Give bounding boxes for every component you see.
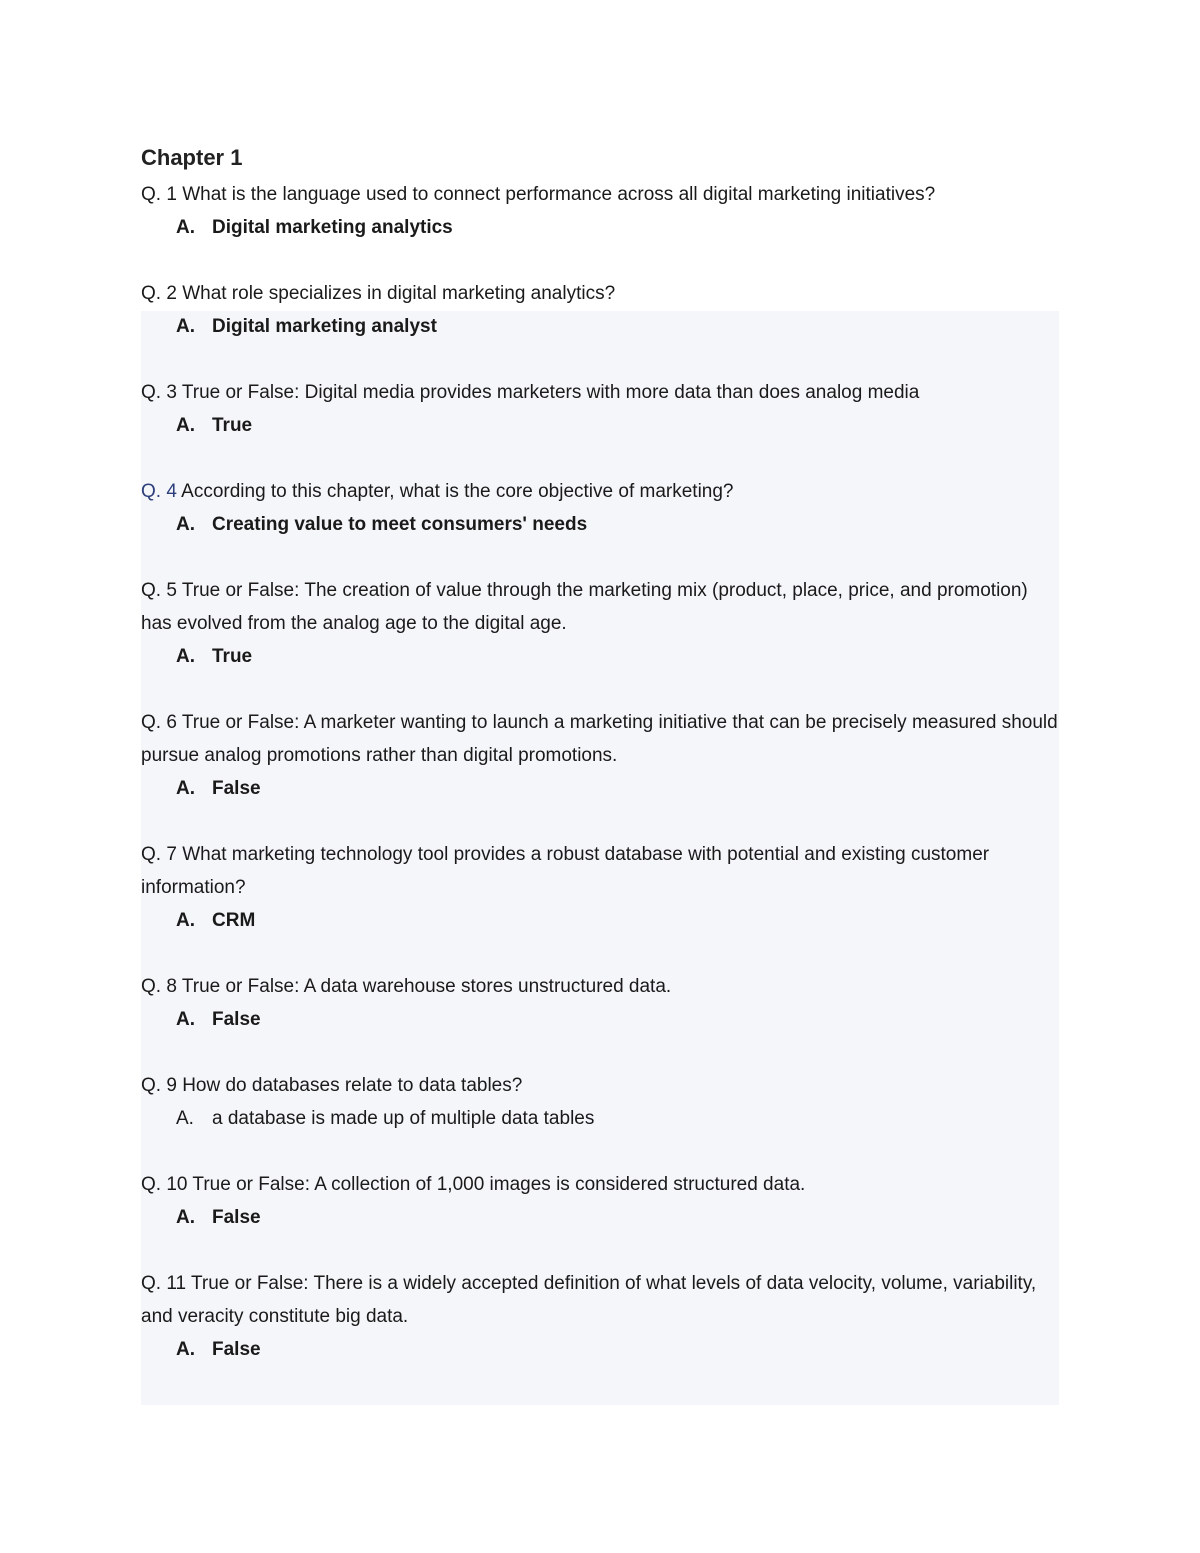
question-number: Q. 8 xyxy=(141,976,177,997)
qa-item-6 xyxy=(141,706,1059,838)
question-text: Q. 6 True or False: A marketer wanting to launch a marketing initiative that can be precisely measured should pursue analog promotions rather than digital promotions. xyxy=(141,712,1058,766)
question-number: Q. 11 xyxy=(141,1273,187,1294)
answer-label: A. xyxy=(176,1207,195,1228)
question-text: Q. 1 What is the language used to connect performance across all digital marketing initiatives? xyxy=(141,184,936,205)
answer-label: A. xyxy=(176,778,195,799)
question-text: Q. 8 True or False: A data warehouse stores unstructured data. xyxy=(141,976,672,997)
question-text: Q. 9 How do databases relate to data tables? xyxy=(141,1075,523,1096)
answer-text: A. False xyxy=(176,772,1059,805)
question-text: Q. 2 What role specializes in digital marketing analytics? xyxy=(141,283,616,304)
question-number: Q. 2 xyxy=(141,283,177,304)
answer-label: A. xyxy=(176,415,195,436)
qa-item-11 xyxy=(141,1267,1059,1366)
qa-item-10 xyxy=(141,1168,1059,1267)
answer-text: A. Creating value to meet consumers' needs xyxy=(176,508,1059,541)
question-text: Q. 3 True or False: Digital media provides marketers with more data than does analog media xyxy=(141,382,920,403)
question-number: Q. 9 xyxy=(141,1075,177,1096)
qa-item-8 xyxy=(141,970,1059,1069)
qa-item-2 xyxy=(141,277,1059,376)
answer-label: A. xyxy=(176,316,195,337)
answer-text: A. True xyxy=(176,640,1059,673)
answer-text: A. a database is made up of multiple data tables xyxy=(176,1102,1059,1135)
question-number: Q. 7 xyxy=(141,844,177,865)
question-text: Q. 11 True or False: There is a widely accepted definition of what levels of data velocity, volume, variability, and veracity constitute big data. xyxy=(141,1273,1037,1327)
answer-text: A. CRM xyxy=(176,904,1059,937)
qa-item-7 xyxy=(141,838,1059,970)
answer-label: A. xyxy=(176,646,195,667)
answer-text: A. True xyxy=(176,409,1059,442)
question-number: Q. 6 xyxy=(141,712,177,733)
answer-label: A. xyxy=(176,910,195,931)
qa-item-5 xyxy=(141,574,1059,706)
answer-text: A. Digital marketing analyst xyxy=(176,310,1059,343)
answer-text: A. False xyxy=(176,1333,1059,1366)
answer-label: A. xyxy=(176,514,195,535)
question-number: Q. 5 xyxy=(141,580,177,601)
question-number: Q. 1 xyxy=(141,184,177,205)
answer-label: A. xyxy=(176,217,195,238)
qa-item-9 xyxy=(141,1069,1059,1168)
qa-item-1 xyxy=(141,178,1059,277)
answer-text: A. Digital marketing analytics xyxy=(176,211,1059,244)
question-number: Q. 4 xyxy=(141,481,177,502)
question-number: Q. 10 xyxy=(141,1174,188,1195)
answer-label: A. xyxy=(176,1108,194,1129)
answer-text: A. False xyxy=(176,1201,1059,1234)
answer-text: A. False xyxy=(176,1003,1059,1036)
question-text: Q. 4 According to this chapter, what is the core objective of marketing? xyxy=(141,481,734,502)
question-text: Q. 5 True or False: The creation of value through the marketing mix (product, place, price, and promotion) has evolved from the analog age to the digital age. xyxy=(141,580,1028,634)
qa-item-4 xyxy=(141,475,1059,574)
document-content xyxy=(141,142,1059,1366)
answer-label: A. xyxy=(176,1339,195,1360)
question-text: Q. 7 What marketing technology tool provides a robust database with potential and existing customer information? xyxy=(141,844,990,898)
qa-item-3 xyxy=(141,376,1059,475)
chapter-title: Chapter 1 xyxy=(141,145,243,170)
question-text: Q. 10 True or False: A collection of 1,000 images is considered structured data. xyxy=(141,1174,806,1195)
answer-label: A. xyxy=(176,1009,195,1030)
question-number: Q. 3 xyxy=(141,382,177,403)
